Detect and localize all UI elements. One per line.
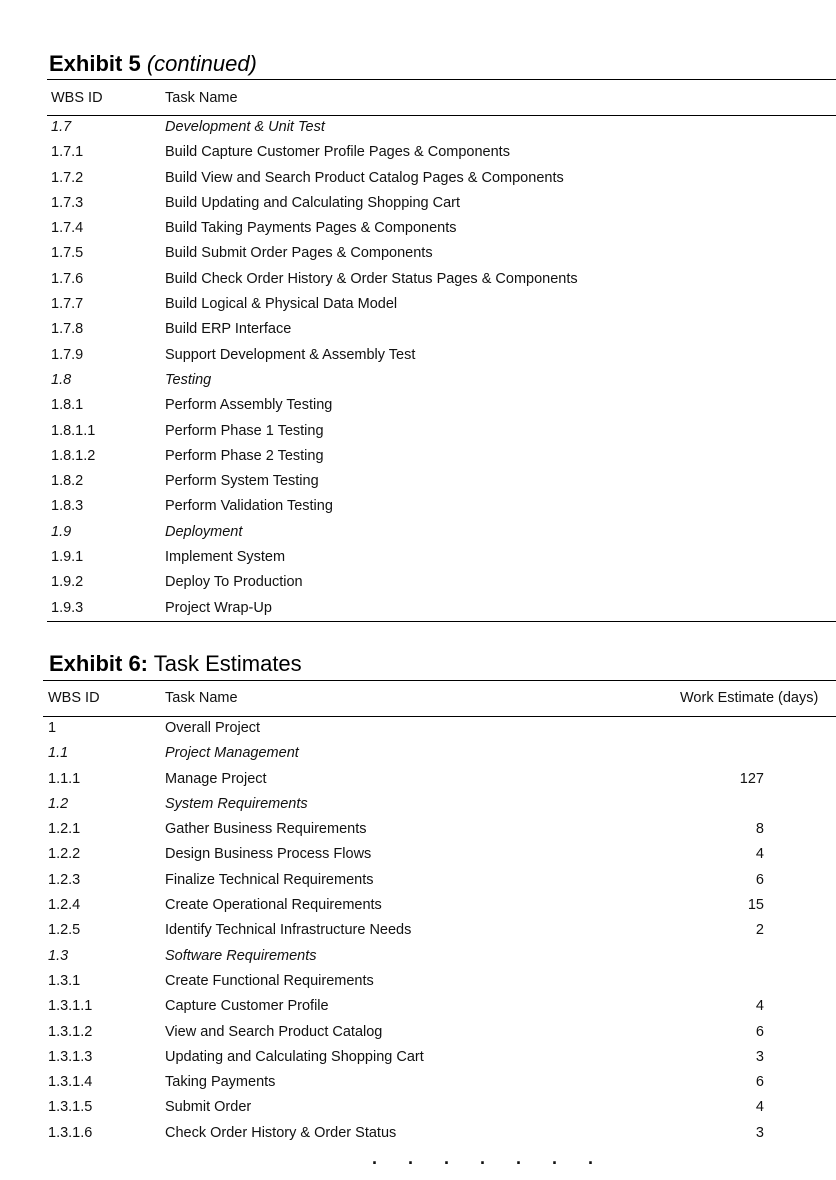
wbs-id-cell: 1.2.2 [48,846,81,863]
wbs-id-cell: 1.8.3 [51,498,84,515]
table-row [0,819,836,844]
table-row [0,446,836,471]
table-row [0,319,836,344]
table-row [0,769,836,794]
wbs-id-cell: 1.2 [48,795,69,812]
table-row [0,345,836,370]
task-name-cell: Manage Project [165,770,267,787]
wbs-id-cell: 1.3.1 [48,972,81,989]
column-header-wbs-id: WBS ID [48,690,100,706]
wbs-id-cell: 1.9 [51,523,72,540]
table-row [0,946,836,971]
table-row [0,895,836,920]
task-name-cell: Project Wrap-Up [165,599,272,616]
task-name-cell: Development & Unit Test [165,119,325,135]
task-name-cell: Updating and Calculating Shopping Cart [165,1048,424,1065]
task-name-cell: Perform Validation Testing [165,498,333,515]
header-divider-rule [47,115,836,116]
task-name-cell: Build Updating and Calculating Shopping Cart [165,194,461,211]
wbs-id-cell: 1.7.5 [51,245,84,262]
table-row [0,218,836,243]
wbs-id-cell: 1.1 [48,745,69,762]
table-row [0,522,836,547]
work-estimate-cell: 4 [755,998,764,1015]
task-name-cell: Create Operational Requirements [165,897,382,914]
work-estimate-cell: 3 [755,1124,764,1141]
table-row [0,794,836,819]
table-row [0,117,836,142]
task-name-cell: Build ERP Interface [165,321,292,338]
table-row [0,1022,836,1047]
table-row [0,547,836,572]
wbs-id-cell: 1.7.9 [51,346,84,363]
task-name-cell: Build Logical & Physical Data Model [165,296,398,313]
task-name-cell: System Requirements [165,795,308,812]
exhibit-5-subtitle: (continued) [146,51,257,76]
table-row [0,1097,836,1122]
wbs-id-cell: 1.2.5 [48,922,81,939]
exhibit-5-heading [49,51,257,77]
table-row [0,294,836,319]
wbs-id-cell: 1.9.2 [51,574,84,591]
exhibit-6-label: Exhibit 6: [49,651,149,676]
task-name-cell: Build Submit Order Pages & Components [165,245,433,262]
table-row [0,598,836,623]
task-name-cell: Testing [165,371,212,388]
exhibit-5-table-body [0,117,836,623]
wbs-id-cell: 1.8.1 [51,397,84,414]
task-name-cell: Perform Phase 1 Testing [165,422,324,439]
exhibit-6-subtitle: Task Estimates [153,651,302,676]
wbs-id-cell: 1.8 [51,371,72,388]
table-row [0,743,836,768]
column-header-task-name: Task Name [165,90,238,106]
wbs-id-cell: 1.3.1.2 [48,1023,93,1040]
work-estimate-cell: 6 [755,871,764,888]
work-estimate-cell: 127 [739,770,764,787]
task-name-cell: Gather Business Requirements [165,821,367,838]
wbs-id-cell: 1.7.7 [51,296,84,313]
wbs-id-cell: 1 [48,720,57,736]
task-name-cell: Identify Technical Infrastructure Needs [165,922,412,939]
table-row [0,370,836,395]
table-row [0,193,836,218]
task-name-cell: Build Taking Payments Pages & Components [165,220,457,237]
table-row [0,142,836,167]
wbs-id-cell: 1.1.1 [48,770,81,787]
wbs-id-cell: 1.7.2 [51,169,84,186]
table-row [0,870,836,895]
wbs-id-cell: 1.9.1 [51,549,84,566]
wbs-id-cell: 1.3.1.6 [48,1124,93,1141]
task-name-cell: Perform Phase 2 Testing [165,447,324,464]
continuation-marker: . . . . . . . [372,1148,607,1168]
task-name-cell: Taking Payments [165,1074,276,1091]
table-row [0,421,836,446]
column-header-wbs-id: WBS ID [51,90,103,106]
task-name-cell: Deploy To Production [165,574,303,591]
task-name-cell: Finalize Technical Requirements [165,871,374,888]
wbs-id-cell: 1.3 [48,947,69,964]
table-row [0,920,836,945]
exhibit-6-heading [49,651,302,677]
work-estimate-cell: 2 [755,922,764,939]
task-name-cell: Support Development & Assembly Test [165,346,416,363]
task-name-cell: Check Order History & Order Status [165,1124,397,1141]
task-name-cell: Perform Assembly Testing [165,397,333,414]
task-name-cell: Implement System [165,549,286,566]
work-estimate-cell: 4 [755,1099,764,1116]
wbs-id-cell: 1.3.1.4 [48,1074,93,1091]
work-estimate-cell: 6 [755,1023,764,1040]
exhibit-5-label: Exhibit 5 [49,51,141,76]
table-row [0,718,836,743]
task-name-cell: Design Business Process Flows [165,846,372,863]
table-row [0,1047,836,1072]
table-bottom-rule [47,621,836,622]
task-name-cell: Build Check Order History & Order Status Pages & Components [165,270,578,287]
task-name-cell: Software Requirements [165,947,317,964]
wbs-id-cell: 1.2.3 [48,871,81,888]
table-row [0,496,836,521]
table-top-rule [43,680,836,681]
table-row [0,1072,836,1097]
work-estimate-cell: 8 [755,821,764,838]
wbs-id-cell: 1.7.3 [51,194,84,211]
table-row [0,572,836,597]
task-name-cell: Perform System Testing [165,473,319,490]
task-name-cell: Build View and Search Product Catalog Pages & Components [165,169,564,186]
work-estimate-cell: 3 [755,1048,764,1065]
wbs-id-cell: 1.7.4 [51,220,84,237]
task-name-cell: Submit Order [165,1099,252,1116]
task-name-cell: Overall Project [165,720,261,736]
task-name-cell: Build Capture Customer Profile Pages & Components [165,144,510,161]
table-top-rule [47,79,836,80]
wbs-id-cell: 1.9.3 [51,599,84,616]
wbs-id-cell: 1.8.1.2 [51,447,96,464]
task-name-cell: View and Search Product Catalog [165,1023,383,1040]
wbs-id-cell: 1.8.1.1 [51,422,96,439]
table-row [0,1123,836,1148]
column-header-work-estimate: Work Estimate (days) [680,690,819,706]
work-estimate-cell: 6 [755,1074,764,1091]
task-name-cell: Project Management [165,745,299,762]
wbs-id-cell: 1.7.8 [51,321,84,338]
table-row [0,395,836,420]
table-row [0,471,836,496]
wbs-id-cell: 1.2.4 [48,897,81,914]
wbs-id-cell: 1.3.1.3 [48,1048,93,1065]
task-name-cell: Deployment [165,523,243,540]
wbs-id-cell: 1.3.1.5 [48,1099,93,1116]
task-name-cell: Capture Customer Profile [165,998,329,1015]
work-estimate-cell: 4 [755,846,764,863]
table-row [0,844,836,869]
task-name-cell: Create Functional Requirements [165,972,374,989]
wbs-id-cell: 1.3.1.1 [48,998,93,1015]
column-header-task-name: Task Name [165,690,238,706]
wbs-id-cell: 1.8.2 [51,473,84,490]
table-row [0,269,836,294]
header-divider-rule [43,716,836,717]
table-row [0,996,836,1021]
table-row [0,243,836,268]
table-row [0,168,836,193]
wbs-id-cell: 1.2.1 [48,821,81,838]
wbs-id-cell: 1.7.1 [51,144,84,161]
wbs-id-cell: 1.7.6 [51,270,84,287]
exhibit-6-table-body [0,718,836,1148]
work-estimate-cell: 15 [747,897,764,914]
wbs-id-cell: 1.7 [51,119,72,135]
table-row [0,971,836,996]
